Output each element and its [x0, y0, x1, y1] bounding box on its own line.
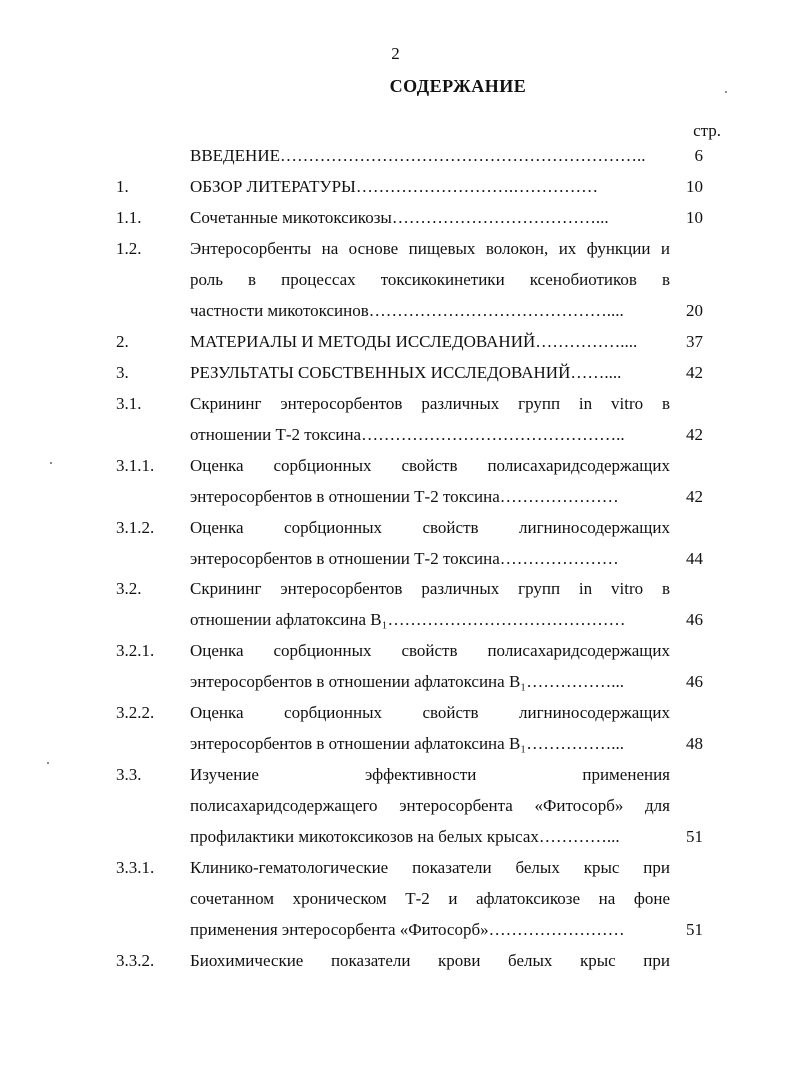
toc-entry-number: 3.1.	[116, 394, 142, 413]
page-number: 2	[391, 44, 400, 63]
toc-entry-page: 51	[686, 827, 703, 846]
toc-entry-number: 2.	[116, 332, 129, 351]
toc-entry-text: РЕЗУЛЬТАТЫ СОБСТВЕННЫХ ИССЛЕДОВАНИЙ……....	[190, 363, 622, 382]
toc-entry-number: 3.	[116, 363, 129, 382]
page-title: СОДЕРЖАНИЕ	[389, 76, 527, 96]
toc-entry-text: энтеросорбентов в отношении афлатоксина В₁……………...	[190, 734, 624, 753]
toc-entry-text: полисахаридсодержащего энтеросорбента «Фитосорб» для	[190, 796, 670, 815]
toc-entry-text: Скрининг энтеросорбентов различных групп in vitro в	[190, 394, 670, 413]
toc-entry-number: 1.2.	[116, 239, 142, 258]
toc-entry-page: 10	[686, 177, 703, 196]
toc-entry-number: 1.	[116, 177, 129, 196]
toc-entry-text: частности микотоксинов……………………………………....	[190, 301, 624, 320]
toc-entry-page: 48	[686, 734, 703, 753]
toc-entry-text: МАТЕРИАЛЫ И МЕТОДЫ ИССЛЕДОВАНИЙ……………....	[190, 332, 638, 351]
toc-entry-page: 10	[686, 208, 703, 227]
toc-entry-number: 3.3.2.	[116, 951, 155, 970]
toc-entry-page: 46	[686, 610, 703, 629]
page-column-label: стр.	[693, 121, 721, 140]
toc-entry-page: 46	[686, 672, 703, 691]
toc-entry-number: 1.1.	[116, 208, 142, 227]
toc-entry-number: 3.1.2.	[116, 518, 155, 537]
toc-entry-page: 51	[686, 920, 703, 939]
toc-entry-page: 20	[686, 301, 703, 320]
toc-entry-number: 3.2.	[116, 579, 142, 598]
toc-entry-page: 44	[686, 549, 703, 568]
scan-speck	[50, 462, 52, 464]
toc-entry-number: 3.1.1.	[116, 456, 155, 475]
toc-entry-text: применения энтеросорбента «Фитосорб»……………………	[190, 920, 625, 939]
toc-entry-text: Биохимические показатели крови белых крыс при	[190, 951, 670, 970]
scan-speck	[47, 762, 49, 764]
toc-entry-text: сочетанном хроническом Т-2 и афлатоксикозе на фоне	[190, 889, 670, 908]
toc-entry-text: Энтеросорбенты на основе пищевых волокон, их функции и	[190, 239, 670, 258]
toc-entry-text: энтеросорбентов в отношении афлатоксина В₁……………...	[190, 672, 624, 691]
toc-entry-page: 42	[686, 487, 703, 506]
toc-entry-text: Изучение эффективности применения	[190, 765, 670, 784]
toc-entry-text: ВВЕДЕНИЕ………………………………………………………..	[190, 146, 646, 165]
toc-entry-text: Оценка сорбционных свойств полисахаридсодержащих	[190, 456, 670, 475]
toc-entry-number: 3.2.1.	[116, 641, 155, 660]
toc-entry-text: Скрининг энтеросорбентов различных групп in vitro в	[190, 579, 670, 598]
toc-entry-text: роль в процессах токсикокинетики ксенобиотиков в	[190, 270, 670, 289]
toc-entry-text: отношении афлатоксина В₁……………………………………	[190, 610, 626, 629]
toc-entry-text: ОБЗОР ЛИТЕРАТУРЫ……………………….……………	[190, 177, 599, 196]
toc-entry-number: 3.3.1.	[116, 858, 155, 877]
toc-entry-text: Оценка сорбционных свойств полисахаридсодержащих	[190, 641, 670, 660]
toc-entry-text: Оценка сорбционных свойств лигниносодержащих	[190, 518, 670, 537]
toc-entry-page: 37	[686, 332, 703, 351]
toc-entry-page: 6	[694, 146, 703, 165]
toc-entry-number: 3.3.	[116, 765, 142, 784]
toc-entry-page: 42	[686, 363, 703, 382]
toc-entry-text: отношении Т-2 токсина………………………………………..	[190, 425, 625, 444]
toc-entry-text: энтеросорбентов в отношении Т-2 токсина…………………	[190, 487, 619, 506]
toc-entry-text: профилактики микотоксикозов на белых крысах…………...	[190, 827, 620, 846]
toc-entry-text: Оценка сорбционных свойств лигниносодержащих	[190, 703, 670, 722]
toc-entry-number: 3.2.2.	[116, 703, 155, 722]
toc-entry-page: 42	[686, 425, 703, 444]
scan-speck	[725, 91, 727, 93]
toc-entry-text: Сочетанные микотоксикозы………………………………...	[190, 208, 609, 227]
toc-entry-text: Клинико-гематологические показатели белых крыс при	[190, 858, 670, 877]
toc-entry-text: энтеросорбентов в отношении Т-2 токсина…………………	[190, 549, 619, 568]
